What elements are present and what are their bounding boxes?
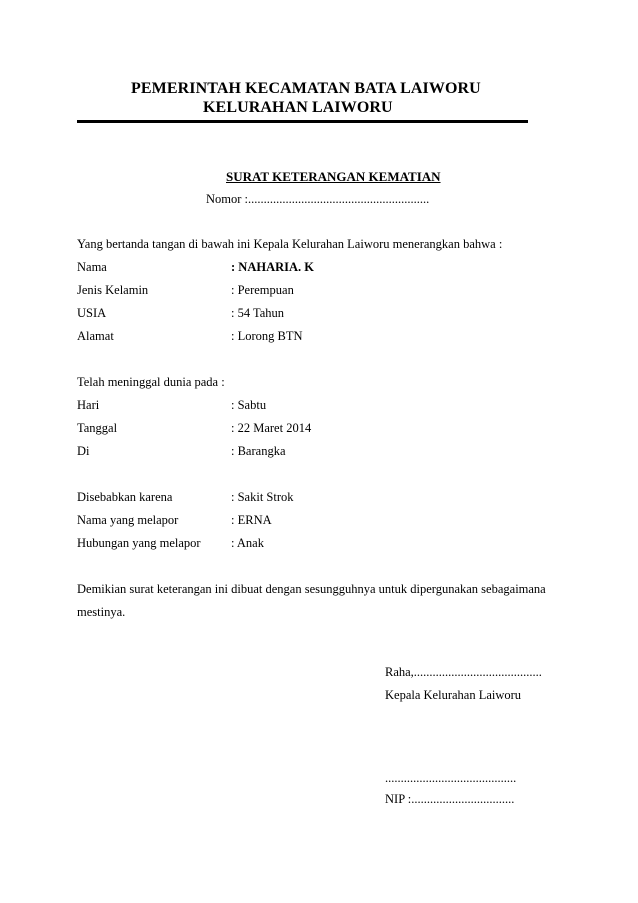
field-value: : Lorong BTN (231, 329, 303, 343)
field-value: : Sabtu (231, 398, 267, 412)
field-label: Alamat (77, 329, 114, 343)
place-date: Raha,......................................... (385, 665, 542, 679)
field-value: : 54 Tahun (231, 306, 285, 320)
death-heading: Telah meninggal dunia pada : (77, 375, 225, 389)
field-value-name: : NAHARIA. K (231, 260, 314, 274)
header-divider (77, 120, 528, 123)
field-label: Hubungan yang melapor (77, 536, 201, 550)
field-label: Tanggal (77, 421, 118, 435)
header-kelurahan: KELURAHAN LAIWORU (203, 99, 393, 116)
letter-title: SURAT KETERANGAN KEMATIAN (226, 169, 441, 184)
field-label: Disebabkan karena (77, 490, 173, 504)
header-government: PEMERINTAH KECAMATAN BATA LAIWORU (131, 80, 481, 97)
field-label: USIA (77, 306, 107, 320)
field-label: Nama yang melapor (77, 513, 179, 527)
closing-line-2: mestinya. (77, 605, 126, 619)
field-value: : Barangka (231, 444, 286, 458)
field-label: Jenis Kelamin (77, 283, 149, 297)
letter-number: Nomor :.......................................................... (206, 192, 430, 206)
field-label: Nama (77, 260, 107, 274)
field-value: : Perempuan (231, 283, 294, 297)
field-value: : Anak (231, 536, 264, 550)
field-value: : Sakit Strok (231, 490, 294, 504)
closing-line-1: Demikian surat keterangan ini dibuat dengan sesungguhnya untuk dipergunakan sebagaimana (77, 582, 546, 596)
signatory-nip: NIP :................................. (385, 792, 515, 806)
signatory-position: Kepala Kelurahan Laiworu (385, 688, 522, 702)
intro-text: Yang bertanda tangan di bawah ini Kepala Kelurahan Laiworu menerangkan bahwa : (77, 237, 503, 251)
signatory-name-line: .......................................... (385, 771, 517, 785)
field-label: Hari (77, 398, 100, 412)
field-value: : 22 Maret 2014 (231, 421, 312, 435)
field-label: Di (77, 444, 90, 458)
field-value: : ERNA (231, 513, 272, 527)
